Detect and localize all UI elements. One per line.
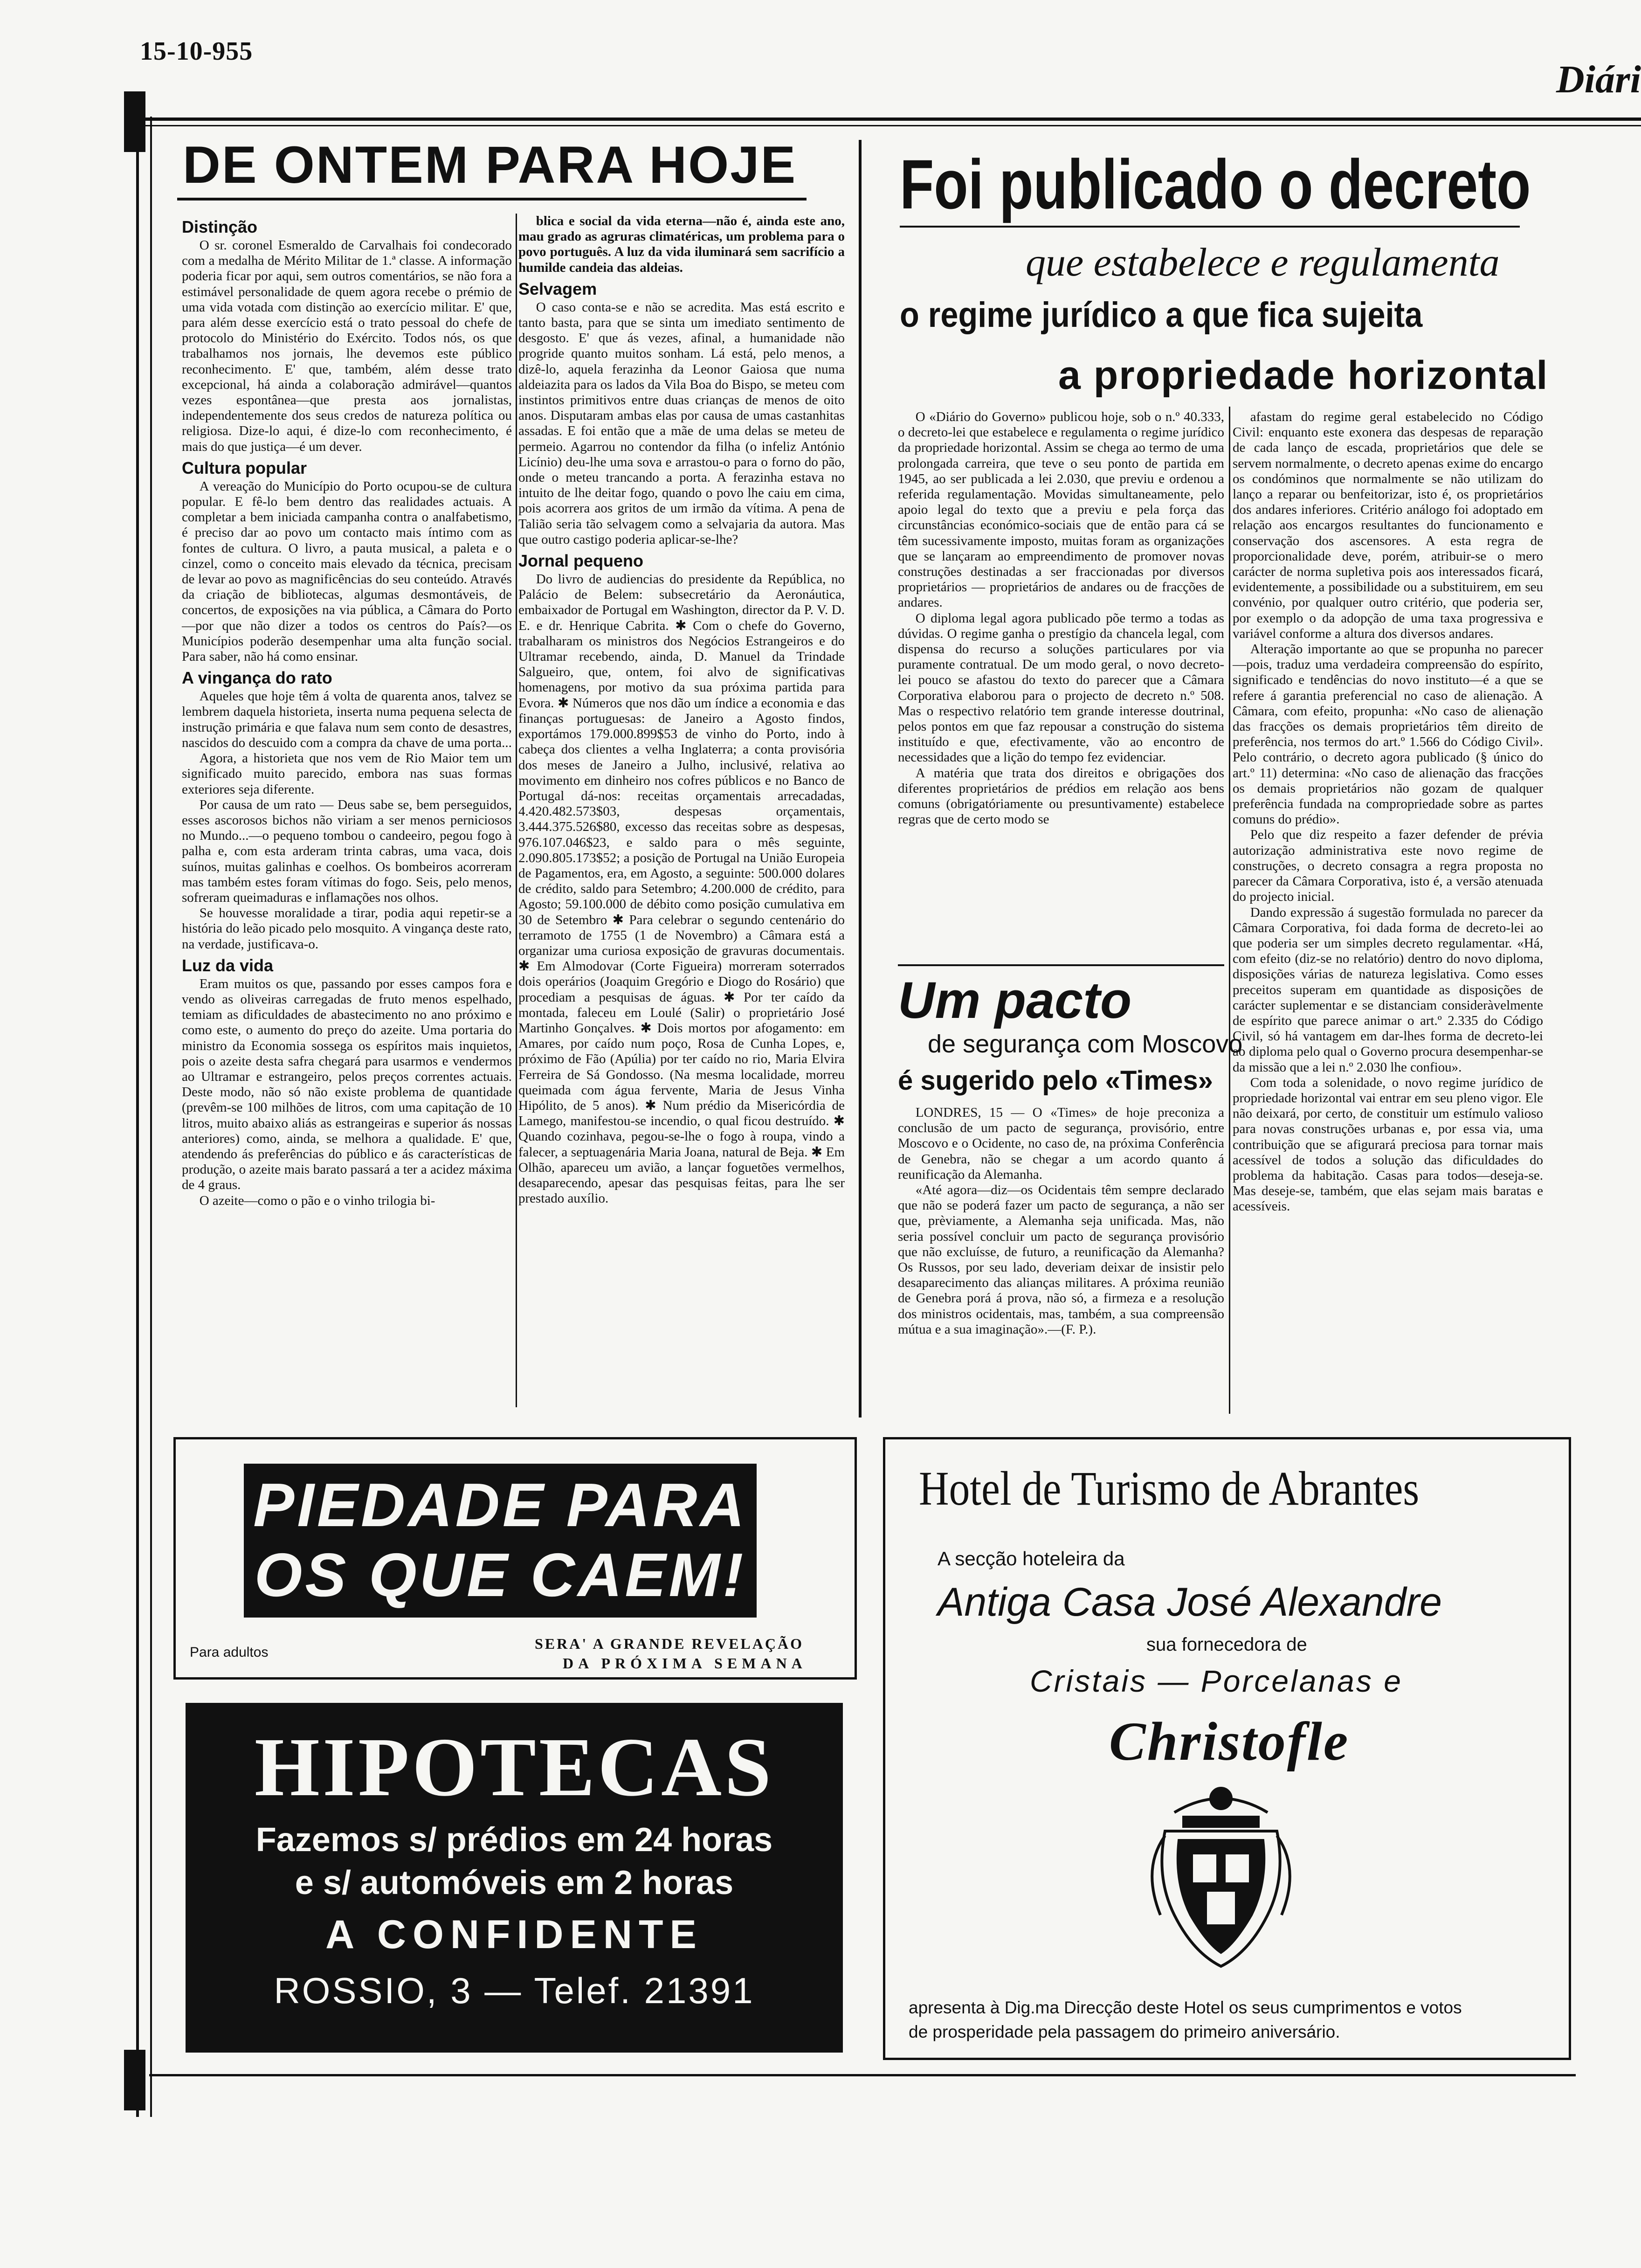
ad-piedade-line-1: PIEDADE PARA <box>253 1471 747 1539</box>
article-paragraph: blica e social da vida eterna—não é, ainda este ano, mau grado as agruras climatéricas, um problema para o povo português. A luz da vida iluminará sem sacrifício a humilde candeia das aldeias. <box>518 214 845 275</box>
ad-piedade-rating: Para adultos <box>190 1645 269 1660</box>
article-paragraph: LONDRES, 15 — O «Times» de hoje preconiza a conclusão de um pacto de segurança, provisório, entre Moscovo e o Ocidente, no caso de, na próxima Conferência de Genebra, não se chegar a um acordo quanto á reunificação da Alemanha. <box>898 1105 1224 1182</box>
top-rule <box>140 118 1641 121</box>
decree-headline-rule <box>900 226 1520 228</box>
registration-mark-bottom <box>124 2050 145 2110</box>
ad-hotel-footer-1: apresenta à Dig.ma Direcção deste Hotel os seus cumprimentos e votos <box>909 1998 1462 2017</box>
ad-hotel-title: Hotel de Turismo de Abrantes <box>919 1462 1420 1515</box>
article-paragraph: Pelo que diz respeito a fazer defender de prévia autorização administrativa este novo regime de construções, o decreto consagra a regra proposta no parecer da Câmara Corporativa, isto é, a versão atenuada do projecto inicial. <box>1233 827 1543 905</box>
bottom-rule <box>149 2074 1576 2076</box>
article-paragraph: Agora, a historieta que nos vem de Rio Maior tem um significado muito parecido, embora nas suas formas exteriores seja diferente. <box>182 751 512 797</box>
decree-subhead-1: que estabelece e regulamenta <box>1026 240 1500 284</box>
pacto-title: Um pacto <box>898 972 1132 1029</box>
masthead: Diári <box>1556 58 1641 101</box>
section-title: DE ONTEM PARA HOJE <box>183 136 797 194</box>
ad-hotel-line-2: Antiga Casa José Alexandre <box>938 1580 1442 1625</box>
pacto-subtitle-2: é sugerido pelo «Times» <box>898 1065 1213 1096</box>
article-paragraph: O sr. coronel Esmeraldo de Carvalhais foi condecorado com a medalha de Mérito Militar de 1.ª classe. A informação poderia ficar por aqui, sem outros comentários, se não fora a estimável personalidade de quem agora recebe o prémio de uma vida votada com distinção ao exercício militar. E' que, para além desse exercício está o trato pessoal do chefe de protocolo do Ministério do Exército. Todos nós, os que trabalhamos nos jornais, lhe devemos este público reconhecimento. E' que, também, além desse trato excepcional, há ainda a colaboração admirável—quantos vezes espontânea—que presta aos jornalistas, independentemente dos seus credos de natureza política ou religiosa. Dize-lo aqui, é dize-lo com reconhecimento, é mais do que justiça—é um dever. <box>182 238 512 454</box>
ad-piedade-tagline-1: SERA' A GRANDE REVELAÇÃO <box>535 1635 804 1652</box>
registration-mark-top <box>124 91 145 152</box>
left-margin-rule-2 <box>150 117 152 2117</box>
article-paragraph: Dando expressão á sugestão formulada no parecer da Câmara Corporativa, foi dada forma de decreto-lei ao que poderia ser um simples decreto regulamentar. «Há, com efeito (diz-se no relatório) dentro do novo diploma, disposições várias de natureza legislativa. Como esses preceitos superam em quantidade as disposições de carácter suplementar e se distanciam consideràvelmente de espírito que parece animar o art.º 2.335 do Código Civil, só há vantagem em dar-lhes forma de decreto-lei ao diploma pelo qual o Governo procura desempenhar-se da missão que a lei n.º 2.030 lhe confiou». <box>1233 905 1543 1075</box>
decree-subhead-2: o regime jurídico a que fica sujeita <box>900 295 1423 335</box>
column-divider <box>516 214 517 1407</box>
decree-column-1 <box>898 409 1224 960</box>
ad-hipotecas-company: A CONFIDENTE <box>325 1912 703 1957</box>
article-paragraph: Com toda a solenidade, o novo regime jurídico de propriedade horizontal vai entrar em seu pleno vigor. Ele não deixará, por certo, de constituir um estímulo valioso para novas construções urbanas e, por essa via, uma contribuição que se afigurará preciosa para tornar mais acessível de todos a solução das dificuldades do problema da habitação. Casas para todos—deseja-se. Mas deseje-se, também, que elas sejam mais baratas e acessíveis. <box>1233 1075 1543 1214</box>
ad-hipotecas <box>186 1703 843 2053</box>
article-paragraph: O diploma legal agora publicado põe termo a todas as dúvidas. O regime ganha o prestígio da chancela legal, com dispensa do recurso a soluções particulares por via puramente contratual. De um modo geral, o novo decreto-lei pouco se afastou do texto do parecer que a Câmara Corporativa elaborou para o projecto de decreto n.º 508. Mas o respectivo relatório tem grande interesse doutrinal, pelos pontos em que faz repousar a construção do sistema instituído e que, efectivamente, vão ao encontro de necessidades que a lição do tempo fez evidenciar. <box>898 610 1224 765</box>
decree-subhead-3: a propriedade horizontal <box>1058 353 1549 398</box>
ad-hotel-line-1: A secção hoteleira da <box>938 1548 1125 1570</box>
decree-column-divider <box>1229 407 1230 1414</box>
crest-icon <box>1146 1775 1296 1971</box>
article-paragraph: Eram muitos os que, passando por esses campos fora e vendo as oliveiras carregadas de fruto menos espelhado, temiam as dificuldades de abastecimento no ano próximo e como este, o aumento do preço do azeite. Uma portaria do ministro da Economia sossega os espíritos mais inquietos, pois o azeite desta safra chegará para usarmos e vendermos ao Ultramar e estrangeiro, pelos preços correntes actuais. Deste modo, não só não existe problema de quantidade (prevêm-se 100 milhões de litros, com uma capitação de 10 litros, muito abaixo aliás as estrangeiras e superior ás nossas anteriores) como, ainda, se melhora a qualidade. E' que, atendendo ás preferências do público e ás características de produção, o azeite mais barato passará a ter a acidez máxima de 4 graus. <box>182 976 512 1193</box>
left-column-2 <box>518 214 845 1407</box>
article-paragraph: Do livro de audiencias do presidente da República, no Palácio de Belem: subsecretário da Aeronáutica, embaixador de Portugal em Washington, director da P. V. D. E. e dr. Henrique Cabrita. ✱ Com o chefe do Governo, trabalharam os ministros dos Negócios Estrangeiros e do Ultramar recebendo, ainda, D. Manuel da Trindade Salgueiro, que, ontem, foi alvo de significativas homenagens, por motivo da sua próxima partida para Evora. ✱ Números que nos dão um índice a economia e das finanças portuguesas: de Janeiro a Agosto findos, exportámos 179.000.899$53 de vinho do Porto, indo à cabeça dos clientes a velha Inglaterra; a conta provisória dos meses de Janeiro a Julho, inclusivé, relativa ao movimento em dinheiro nos cofres públicos e no Banco de Portugal dá-nos: receitas orçamentais arrecadadas, 4.420.482.573$03, despesas orçamentais, 3.444.375.526$80, excesso das receitas sobre as despesas, 976.107.046$23, e saldo para o mês seguinte, 2.090.805.173$52; a posição de Portugal na União Europeia de Pagamentos, era, em Agosto, a seguinte: 500.000 dolares de crédito, saldo para Setembro; 4.200.000 de crédito, para Agosto; 59.100.000 de débito como posição cumulativa em 30 de Setembro ✱ Para celebrar o segundo centenário do terramoto de 1755 (1 de Novembro) a Câmara está a organizar uma curiosa exposição de gravuras documentais. ✱ Em Almodovar (Corte Figueira) morreram soterrados dois operários (Joaquim Gregório e Diogo do Rosário) que procediam a pesquisas de águas. ✱ Por ter caído da montada, faleceu em Loulé (Salir) o proprietário José Martinho Gonçalves. ✱ Dois mortos por afogamento: em Amares, por caído num poço, Rosa de Cunha Lopes, e, próximo de Fão (Apúlia) por ter caído no rio, Maria Elvira Ferreira de Sá Gondosso. (Na mesma localidade, morreu queimada com água fervente, Maria de Jesus Vinha Hipólito, de 5 anos). ✱ Num prédio da Misericórdia de Lamego, manifestou-se incendio, o qual ficou destruído. ✱ Quando cozinhava, pegou-se-lhe o fogo à roupa, vindo a falecer, a septuagenária Maria Joana, natural de Beja. ✱ Em Olhão, apareceu um avião, a lançar foguetões vermelhos, desaparecendo, apesar das pesquisas feitas, para lhe ser prestado auxílio. <box>518 572 845 1206</box>
article-subhead: Cultura popular <box>182 458 307 477</box>
ad-hipotecas-line-2: e s/ automóveis em 2 horas <box>295 1864 734 1902</box>
article-subhead: A vingança do rato <box>182 668 332 688</box>
article-paragraph: Aqueles que hoje têm á volta de quarenta anos, talvez se lembrem daquela historieta, inserta numa pequena selecta de instrução primária e que falava num sem conto de desastres, nascidos do descuido com a compra da chave de uma porta... <box>182 689 512 750</box>
left-column-1 <box>182 214 512 1398</box>
ad-hotel-line-4: Cristais — Porcelanas e <box>1030 1664 1403 1698</box>
ad-hipotecas-title: HIPOTECAS <box>254 1721 774 1813</box>
pacto-subtitle-1: de segurança com Moscovo <box>928 1030 1243 1058</box>
ad-hotel-brand: Christofle <box>1109 1711 1350 1772</box>
article-paragraph: O azeite—como o pão e o vinho trilogia bi- <box>199 1193 435 1208</box>
article-paragraph: Alteração importante ao que se propunha no parecer—pois, traduz uma verdadeira compreensão do espírito, significado e tendências do novo instituto—é a que se refere á garantia preferencial no caso de alienação. A Câmara, com efeito, propunha: «No caso de alienação das fracções os demais proprietários têm direito de preferência, nos termos do art.º 1.566 do Código Civil». Pelo contrário, o decreto agora publicado (§ único do art.º 11) determina: «No caso de alienação das fracções os demais proprietários não gozam de qualquer preferência fundada na compropriedade sobre as partes comuns do prédio». <box>1233 642 1543 827</box>
ad-hotel-footer-2: de prosperidade pela passagem do primeiro aniversário. <box>909 2022 1340 2041</box>
ad-piedade-line-2: OS QUE CAEM! <box>254 1541 746 1609</box>
ad-piedade-tagline-2: DA PRÓXIMA SEMANA <box>563 1655 807 1672</box>
pacto-body <box>898 1105 1224 1413</box>
article-subhead: Selvagem <box>518 279 597 298</box>
ad-piedade <box>173 1437 857 1680</box>
ad-hipotecas-address: ROSSIO, 3 — Telef. 21391 <box>274 1970 755 2011</box>
section-divider <box>859 140 862 1418</box>
article-paragraph: afastam do regime geral estabelecido no Código Civil: enquanto este exonera das despesas de reparação de cada lanço de escada, proprietários que dele se servem normalmente, o decreto apenas exime do encargo os condóminos que normalmente se não utilizam do lanço a reparar ou benfeitorizar, isto é, os proprietários dos andares inferiores. Critério análogo foi adoptado em relação aos encargos resultantes do funcionamento e conservação dos ascensores. A esta regra de proporcionalidade deve, porém, atribuir-se o mero carácter de norma supletiva pois aos interessados ficará, evidentemente, a possibilidade ou a substituirem, em seu convénio, por qualquer outro critério, que poderia ser, por exemplo o da adopção de uma taxa progressiva e variável conforme a altura dos diversos andares. <box>1233 409 1543 641</box>
article-subhead: Jornal pequeno <box>518 551 644 571</box>
ad-hotel <box>883 1437 1571 2060</box>
pacto-top-rule <box>898 964 1224 966</box>
article-subhead: Luz da vida <box>182 955 274 975</box>
decree-column-2 <box>1233 409 1543 1417</box>
ad-piedade-banner <box>244 1464 757 1618</box>
article-paragraph: O «Diário do Governo» publicou hoje, sob o n.º 40.333, o decreto-lei que estabelece e regulamenta o regime jurídico da propriedade horizontal. Assim se chega ao termo de uma prolongada carreira, que teve o seu ponto de partida em 1945, ao ser publicada a lei 2.030, que previu e ordenou a referida regulamentação. Movidas simultaneamente, pelo apoio legal do texto que a previu e pela força das circunstâncias económico-sociais que de então para cá se têm sucessivamente imposto, muitas foram as organizações que se lançaram ao empreendimento de promover novas construções destinadas a ser fraccionadas por diversos proprietários — proprietários de andares ou de fracções de andares. <box>898 409 1224 610</box>
article-paragraph: «Até agora—diz—os Ocidentais têm sempre declarado que não se poderá fazer um pacto de segurança, a não ser que, prèviamente, a Alemanha seja unificada. Mas, não seria possível concluir um pacto de segurança provisório que não excluísse, de futuro, a reunificação da Alemanha? Os Russos, por seu lado, deveriam deixar de insistir pelo desaparecimento das alianças militares. A próxima reunião de Genebra porá á prova, não só, a firmeza e a resolução dos ministros ocidentais, mas, também, a sua compreensão mútua e a sua imaginação».—(F. P.). <box>898 1182 1224 1337</box>
ad-hipotecas-line-1: Fazemos s/ prédios em 24 horas <box>255 1821 773 1859</box>
article-paragraph: O caso conta-se e não se acredita. Mas está escrito e tanto basta, para que se sinta um imediato sentimento de desgosto. E' que ás vezes, afinal, a humanidade não progride quanto muitos sonham. Lá está, pelo menos, a dizê-lo, aquela ferazinha da Leonor Gaiosa que numa aldeiazita para os lados da Vila Boa do Bispo, se meteu com instintos primitivos entre duas crianças de menos de oito anos. Disputaram ambas elas por causa de umas castanhitas assadas. E foi então que a mãe de uma delas se meteu de permeio. Agarrou no contendor da filha (o infeliz António Licínio) deu-lhe uma sova e arrastou-o para o forno do pão, onde o meteu trancando a porta. A ferazinha estava no intuito de lhe deitar fogo, quando o povo lhe caiu em cima, pois acorrera aos gritos de um irmão da vítima. A pena de Talião seria tão selvagem como a selvajaria da autora. Mas que outro castigo poderia aplicar-se-lhe? <box>518 299 845 547</box>
article-paragraph: Se houvesse moralidade a tirar, podia aqui repetir-se a história do leão picado pelo mosquito. A vingança deste rato, na verdade, justificava-o. <box>182 906 512 952</box>
issue-date: 15-10-955 <box>140 37 253 66</box>
ad-hotel-line-3: sua fornecedora de <box>1146 1634 1307 1655</box>
article-paragraph: A vereação do Município do Porto ocupou-se de cultura popular. E fê-lo bem dentro das realidades actuais. A completar a bem iniciada campanha contra o analfabetismo, é preciso dar ao povo um contacto mais íntimo com as fontes de cultura. O livro, a pauta musical, a paleta e o cinzel, como o conceito mais elevado da técnica, precisam de levar ao povo as magnificências do seu conteúdo. Através da criação de bibliotecas, algumas desmontáveis, de concertos, de exposições na via pública, a Câmara do Porto—por que não dizer a todos os centros do País?—os Municípios poderão desempenhar uma alta função social. Para saber, não há como ensinar. <box>182 478 512 664</box>
article-subhead: Distinção <box>182 217 258 236</box>
section-title-underline <box>177 198 807 201</box>
article-paragraph: Por causa de um rato — Deus sabe se, bem perseguidos, esses ascorosos bichos não viriam a ser menos perniciosos no Mundo...—o pequeno tombou o candeeiro, pegou fogo à palha e, com esta arderam trinta cabras, uma vaca, dois suínos, muitas galinhas e coelhos. Os bombeiros acorreram mas também estes foram vítimas do fogo. Seis, pelo menos, sofreram queimaduras e inflamações nos olhos. <box>182 797 512 905</box>
decree-headline: Foi publicado o decreto <box>900 145 1531 223</box>
article-paragraph: A matéria que trata dos direitos e obrigações dos diferentes proprietários de prédios em relação aos bens comuns (obrigatóriamente ou presuntivamente) estabelece regras que de certo modo se <box>898 765 1224 827</box>
top-rule-2 <box>140 125 1641 126</box>
left-margin-rule <box>136 117 139 2117</box>
